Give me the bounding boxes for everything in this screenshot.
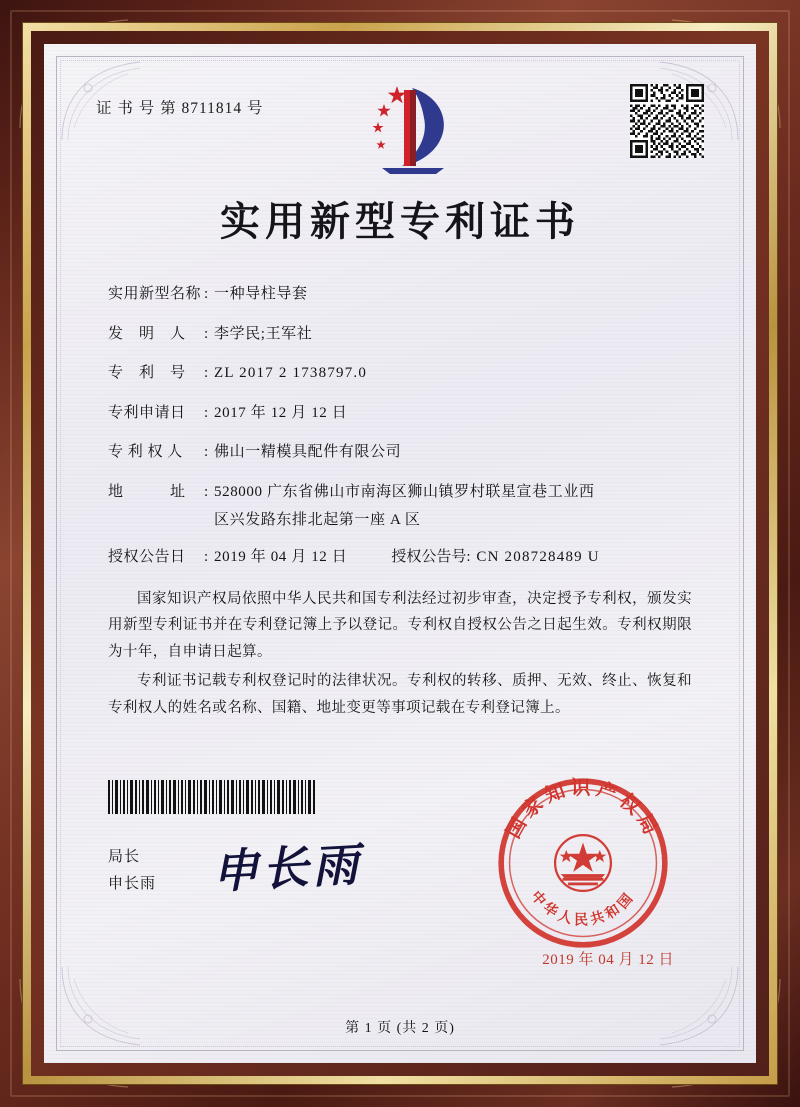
field-row-inventor xyxy=(108,323,694,346)
field-value-utility-model-name: 一种导柱导套 xyxy=(214,286,308,302)
field-label-grant-number: 授权公告号 xyxy=(391,549,467,565)
field-label: 发 明 人 xyxy=(108,325,186,342)
field-label: 专 利 号 xyxy=(108,365,186,381)
field-row-grant-publication xyxy=(108,546,694,569)
field-label-grant-date: 授权公告日 xyxy=(108,549,186,565)
field-colon: : xyxy=(204,365,209,381)
field-value-patent-number: ZL 2017 2 1738797.0 xyxy=(214,365,368,381)
director-block xyxy=(108,844,156,898)
svg-text:国家知识产权局: 国家知识产权局 xyxy=(501,775,665,842)
field-colon: : xyxy=(204,483,209,500)
field-colon: : xyxy=(204,404,209,421)
legal-text-block xyxy=(90,586,710,722)
page-footer: 第 1 页 (共 2 页) xyxy=(345,1021,455,1036)
field-list xyxy=(90,283,710,569)
field-row-address xyxy=(108,481,694,504)
field-value-address: 528000 广东省佛山市南海区狮山镇罗村联星宣巷工业西 xyxy=(214,483,595,500)
field-value-application-date: 2017 年 12 月 12 日 xyxy=(214,404,348,421)
director-title-label: 局长 xyxy=(108,848,141,865)
official-seal-icon xyxy=(490,770,676,956)
field-colon: : xyxy=(204,549,209,565)
certificate-header xyxy=(90,78,710,174)
field-row-utility-model-name xyxy=(108,283,694,306)
field-label: 专 利 权 人 xyxy=(108,444,183,460)
field-colon: : xyxy=(204,286,209,302)
svg-text:中华人民共和国: 中华人民共和国 xyxy=(527,887,639,928)
legal-paragraph-1: 国家知识产权局依照中华人民共和国专利法经过初步审查，决定授予专利权，颁发实用新型专利证书并在专利登记簿上予以登记。专利权自授权公告之日起生效。专利权期限为十年，自申请日起算。 xyxy=(108,590,692,661)
field-row-application-date xyxy=(108,402,694,425)
inner-dark-band xyxy=(31,31,769,1076)
sipo-logo-icon xyxy=(340,74,460,178)
field-row-patent-number xyxy=(108,362,694,385)
field-value-grant-date: 2019 年 04 月 12 日 xyxy=(214,549,348,565)
director-signature: 申长雨 xyxy=(210,836,364,899)
field-value-inventor: 李学民;王军社 xyxy=(214,325,313,342)
qr-code-icon xyxy=(630,84,704,158)
field-value-address-line2: 区兴发路东排北起第一座 A 区 xyxy=(214,512,421,528)
barcode-icon xyxy=(108,780,318,814)
seal-date: 2019 年 04 月 12 日 xyxy=(542,951,674,968)
field-label: 专利申请日 xyxy=(108,404,186,421)
field-row-patentee xyxy=(108,441,694,464)
field-value-grant-number: CN 208728489 U xyxy=(476,549,600,565)
field-value-patentee: 佛山一精模具配件有限公司 xyxy=(214,444,402,460)
field-label: 实用新型名称 xyxy=(108,286,202,302)
signature-area xyxy=(90,775,710,980)
certificate-number: 证 书 号 第 8711814 号 xyxy=(96,100,264,117)
field-colon: : xyxy=(204,325,209,342)
legal-paragraph-2: 专利证书记载专利权登记时的法律状况。专利权的转移、质押、无效、终止、恢复和专利权人的姓名或名称、国籍、地址变更等事项记载在专利登记簿上。 xyxy=(108,672,692,716)
page-title: 实用新型专利证书 xyxy=(220,198,580,245)
director-name: 申长雨 xyxy=(108,875,157,892)
gold-band xyxy=(22,22,778,1085)
certificate-content xyxy=(44,44,756,1063)
certificate-paper xyxy=(44,44,756,1063)
field-colon: : xyxy=(466,549,471,565)
field-label: 地 址 xyxy=(108,483,186,500)
field-colon: : xyxy=(204,444,209,460)
